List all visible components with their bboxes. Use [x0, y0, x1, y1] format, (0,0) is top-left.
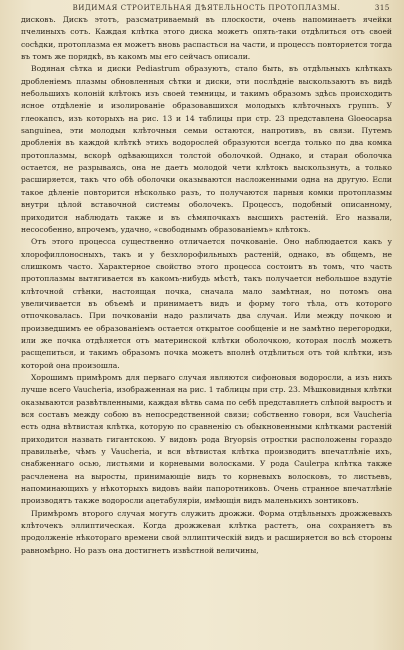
paragraph-disk-continuation: дисковъ. Дискъ этотъ, разсматриваемый въ плоскости, очень напоминаетъ ячейки пчелиныхъ сотъ. Каждая клѣтка этого диска можетъ опять-таки отдѣлиться отъ своей сосѣдки, протоплазма ея можетъ вновь распасться на части, и процессъ повторяется тогда въ томъ же порядкѣ, въ какомъ мы его сейчасъ описали.	[21, 15, 392, 62]
running-title: ВИДИМАЯ СТРОИТЕЛЬНАЯ ДѢЯТЕЛЬНОСТЬ ПРОТОПЛАЗМЫ.	[72, 4, 341, 12]
page-number: 315	[374, 4, 390, 12]
body-text	[21, 14, 392, 557]
running-head	[21, 2, 392, 14]
paragraph-budding: Отъ этого процесса существенно отличается почкованіе. Оно наблюдается какъ у хлорофиллоносныхъ, такъ и у безхлорофильныхъ растеній, однако, въ общемъ, не слишкомъ часто. Характерное свойство этого процесса состоитъ въ томъ, что часть протоплазмы вытягивается въ какомъ-нибудь мѣстѣ, такъ получается небольшое вздутіе клѣточной стѣнки, настоящая почка, сначала мало замѣтная, но потомъ она увеличивается въ объемѣ и принимаетъ видъ и форму того тѣла, отъ которого отпочковалась. При почкованіи надо различать два случая. Или между почкою и произведшимъ ее образованіемъ остается открытое сообщеніе и не замѣтно перегородки, или же почка отдѣляется отъ материнской клѣтки оболочкою, которая послѣ можетъ расщепиться, и такимъ образомъ почка можетъ вполнѣ отдѣлиться отъ той клѣтки, изъ которой она произошла.	[21, 237, 392, 370]
paragraph-siphon-algae: Хорошимъ примѣромъ для перваго случая являются сифоновыя водоросли, а изъ нихъ лучше всего Vaucheria, изображенная на рис. 1 таблицы при стр. 23. Мѣшковидныя клѣтки оказываются развѣтвленными, каждая вѣтвь сама по себѣ представляетъ слѣпой выростъ и вся составъ между собою въ непосредственной связи; собственно говоря, вся Vaucheria есть одна вѣтвистая клѣтка, которую по сравненію съ обыкновенными клѣтками растеній приходится назвать гигантскою. У видовъ рода Bryopsis отростки расположены гораздо правильнѣе, чѣмъ у Vaucheria, и вся вѣтвистая клѣтка производитъ впечатлѣніе ихъ, снабженнаго осью, листьями и корневыми волосками. У рода Caulerpa клѣтка также расчленена на выросты, принимающіе видъ то корневыхъ волосковъ, то листьевъ, напоминающихъ у нѣкоторыхъ видовъ вайи папоротниковъ. Очень странное впечатлѣніе производятъ также водоросли ацетабуляріи, имѣющія видъ маленькихъ зонтиковъ.	[21, 372, 392, 506]
paragraph-water-net: Водяная сѣтка и диски Pediastrum образуютъ, стало быть, въ отдѣльныхъ клѣткахъ дробленіемъ плазмы обновленныя сѣтки и диски, эти послѣдніе выскользаютъ въ видѣ небольшихъ колоній клѣтокъ изъ своей темницы, и такимъ образомъ здѣсь происходитъ ясное отдѣленіе и изолированіе образовавшихся молодыхъ клѣточныхъ группъ. У глеокапсъ, изъ которыхъ на рис. 13 и 14 таблицы при стр. 23 представлена Gloeocapsa sanguinea, эти молодыя клѣточныя семьи остаются, напротивъ, въ связи. Путемъ дробленія въ каждой клѣткѣ этихъ водорослей образуются всегда только по два комка протоплазмы, вскорѣ одѣвающихся толстой оболочкой. Однако, и старая оболочка остается, не разрываясь, она не даетъ молодой чети клѣтокъ выскользнуть, а только расширяется, такъ что обѣ оболочки оказываются насложенными одна на другую. Если такое дѣленіе повторится нѣсколько разъ, то получаются парныя комки протоплазмы внутри цѣлой вставочной системы оболочекъ. Процессъ, подобный описанному, приходится наблюдать также и въ сѣмяпочкахъ высшихъ растеній. Его назвали, несособенно, впрочемъ, удачно, «свободнымъ образованіемъ» клѣтокъ.	[21, 64, 392, 234]
paragraph-yeast: Примѣромъ второго случая могутъ служить дрожжи. Форма отдѣльныхъ дрожжевыхъ клѣточекъ эллиптическая. Когда дрожжевая клѣтка растетъ, она сохраняетъ въ продолженіе нѣкотораго времени свой эллиптическій видъ и расширяется во всѣ стороны равномѣрно. Но разъ она достигнетъ извѣстной величины,	[21, 508, 392, 555]
